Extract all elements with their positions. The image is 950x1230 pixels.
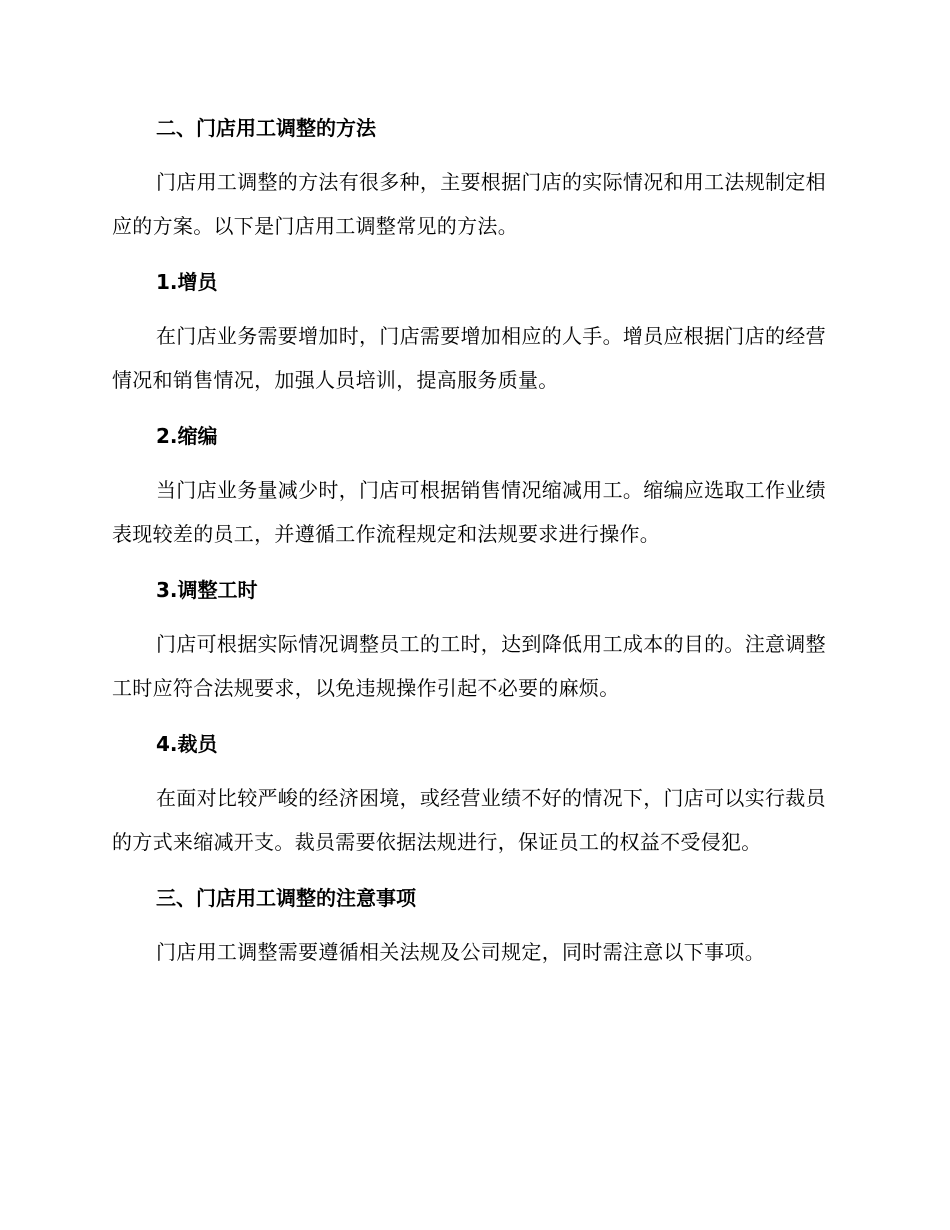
item-title-downsize: 2.缩编 xyxy=(156,424,218,448)
item-title-adjust-hours: 3.调整工时 xyxy=(156,578,258,602)
item-body-increase-staff: 在门店业务需要增加时，门店需要增加相应的人手。增员应根据门店的经营情况和销售情况，加强人员培训，提高服务质量。 xyxy=(112,324,826,392)
item-title-increase-staff: 1.增员 xyxy=(156,270,218,294)
item-body-adjust-hours: 门店可根据实际情况调整员工的工时，达到降低用工成本的目的。注意调整工时应符合法规要求，以免违规操作引起不必要的麻烦。 xyxy=(112,632,826,700)
item-body-downsize: 当门店业务量减少时，门店可根据销售情况缩减用工。缩编应选取工作业绩表现较差的员工，并遵循工作流程规定和法规要求进行操作。 xyxy=(112,478,826,546)
item-title-layoff: 4.裁员 xyxy=(156,732,218,756)
section-intro-methods: 门店用工调整的方法有很多种，主要根据门店的实际情况和用工法规制定相应的方案。以下是门店用工调整常见的方法。 xyxy=(112,170,826,238)
section-heading-methods: 二、门店用工调整的方法 xyxy=(156,116,376,140)
section-intro-notes: 门店用工调整需要遵循相关法规及公司规定，同时需注意以下事项。 xyxy=(156,940,765,964)
section-heading-notes: 三、门店用工调整的注意事项 xyxy=(156,886,416,910)
item-body-layoff: 在面对比较严峻的经济困境，或经营业绩不好的情况下，门店可以实行裁员的方式来缩减开支。裁员需要依据法规进行，保证员工的权益不受侵犯。 xyxy=(112,786,826,854)
